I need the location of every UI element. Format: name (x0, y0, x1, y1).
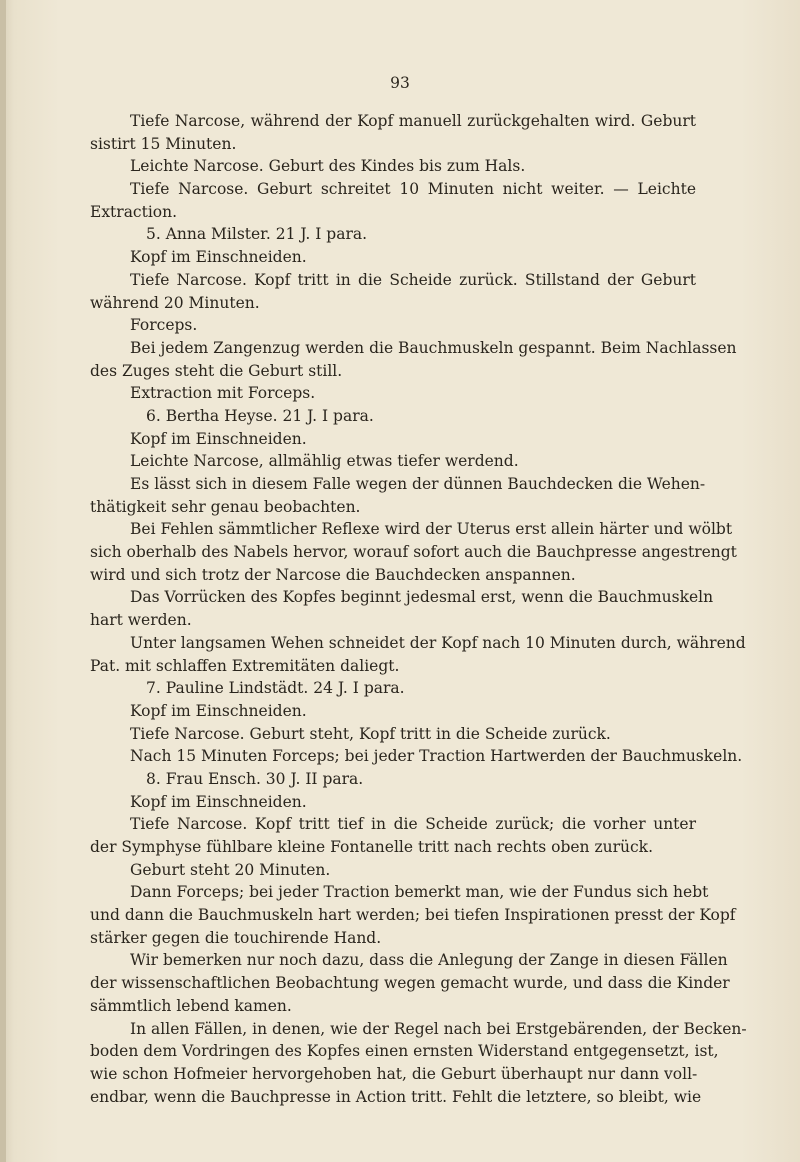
text-line: Das Vorrücken des Kopfes beginnt jedesmal erst, wenn die Bauchmuskeln (130, 588, 714, 607)
text-line: Extraction mit Forceps. (130, 384, 316, 403)
text-line: sistirt 15 Minuten. (90, 134, 237, 153)
text-line: der wissenschaftlichen Beobachtung wegen gemacht wurde, und dass die Kinder (90, 974, 730, 993)
text-line: Tiefe Narcose. Kopf tritt tief in die Scheide zurück; die vorher unter (130, 815, 696, 834)
text-line: endbar, wenn die Bauchpresse in Action tritt. Fehlt die letztere, so bleibt, wie (90, 1087, 702, 1106)
text-line: Tiefe Narcose, während der Kopf manuell zurückgehalten wird. Geburt (130, 112, 696, 130)
text-line: Leichte Narcose. Geburt des Kindes bis zum Hals. (130, 157, 526, 176)
text-line: stärker gegen die touchirende Hand. (90, 928, 382, 947)
text-line: Kopf im Einschneiden. (130, 792, 307, 811)
text-line: Kopf im Einschneiden. (130, 701, 307, 720)
text-line: der Symphyse fühlbare kleine Fontanelle tritt nach rechts oben zurück. (90, 838, 654, 856)
text-line: Tiefe Narcose. Geburt schreitet 10 Minuten nicht weiter. — Leichte (130, 180, 696, 199)
text-line: Kopf im Einschneiden. (130, 248, 307, 267)
text-line: Wir bemerken nur noch dazu, dass die Anlegung der Zange in diesen Fällen (130, 951, 728, 970)
text-line: des Zuges steht die Geburt still. (90, 361, 343, 380)
text-line: hart werden. (90, 611, 192, 630)
page-number: 93 (390, 74, 410, 92)
text-line: In allen Fällen, in denen, wie der Regel nach bei Erstgebärenden, der Becken- (130, 1019, 747, 1038)
text-line: Tiefe Narcose. Geburt steht, Kopf tritt in die Scheide zurück. (130, 724, 611, 743)
text-line: Dann Forceps; bei jeder Traction bemerkt man, wie der Fundus sich hebt (130, 883, 709, 902)
text-line: Kopf im Einschneiden. (130, 429, 307, 448)
text-line: Forceps. (130, 316, 198, 335)
text-line: Leichte Narcose, allmählig etwas tiefer werdend. (130, 452, 519, 471)
body-text (90, 110, 747, 1108)
text-line: Pat. mit schlaffen Extremitäten daliegt. (90, 656, 400, 675)
text-line: wird und sich trotz der Narcose die Bauchdecken anspannen. (90, 565, 576, 584)
text-line: Extraction. (90, 202, 178, 221)
text-line: Es lässt sich in diesem Falle wegen der dünnen Bauchdecken die Wehen- (130, 475, 706, 493)
text-line: Nach 15 Minuten Forceps; bei jeder Traction Hartwerden der Bauchmuskeln. (130, 747, 743, 766)
text-line: sich oberhalb des Nabels hervor, worauf sofort auch die Bauchpresse angestrengt (90, 543, 737, 562)
text-line: Unter langsamen Wehen schneidet der Kopf nach 10 Minuten durch, während (130, 633, 746, 652)
case-heading: 7. Pauline Lindstädt. 24 J. I para. (146, 679, 405, 698)
text-line: wie schon Hofmeier hervorgehoben hat, die Geburt überhaupt nur dann voll- (90, 1064, 698, 1083)
case-heading: 6. Bertha Heyse. 21 J. I para. (146, 406, 374, 425)
text-line: Geburt steht 20 Minuten. (130, 860, 331, 879)
case-heading: 8. Frau Ensch. 30 J. II para. (146, 769, 364, 788)
text-line: und dann die Bauchmuskeln hart werden; bei tiefen Inspirationen presst der Kopf (90, 906, 736, 925)
case-heading: 5. Anna Milster. 21 J. I para. (146, 225, 368, 244)
text-line: boden dem Vordringen des Kopfes einen ernsten Widerstand entgegensetzt, ist, (90, 1042, 719, 1061)
text-line: sämmtlich lebend kamen. (90, 996, 292, 1015)
text-line: thätigkeit sehr genau beobachten. (90, 497, 361, 516)
text-line: Bei Fehlen sämmtlicher Reflexe wird der Uterus erst allein härter und wölbt (130, 520, 733, 539)
text-line: Bei jedem Zangenzug werden die Bauchmuskeln gespannt. Beim Nachlassen (130, 338, 737, 357)
text-line: Tiefe Narcose. Kopf tritt in die Scheide zurück. Stillstand der Geburt (130, 270, 696, 289)
text-line: während 20 Minuten. (90, 293, 260, 312)
page-edge (0, 0, 6, 1162)
